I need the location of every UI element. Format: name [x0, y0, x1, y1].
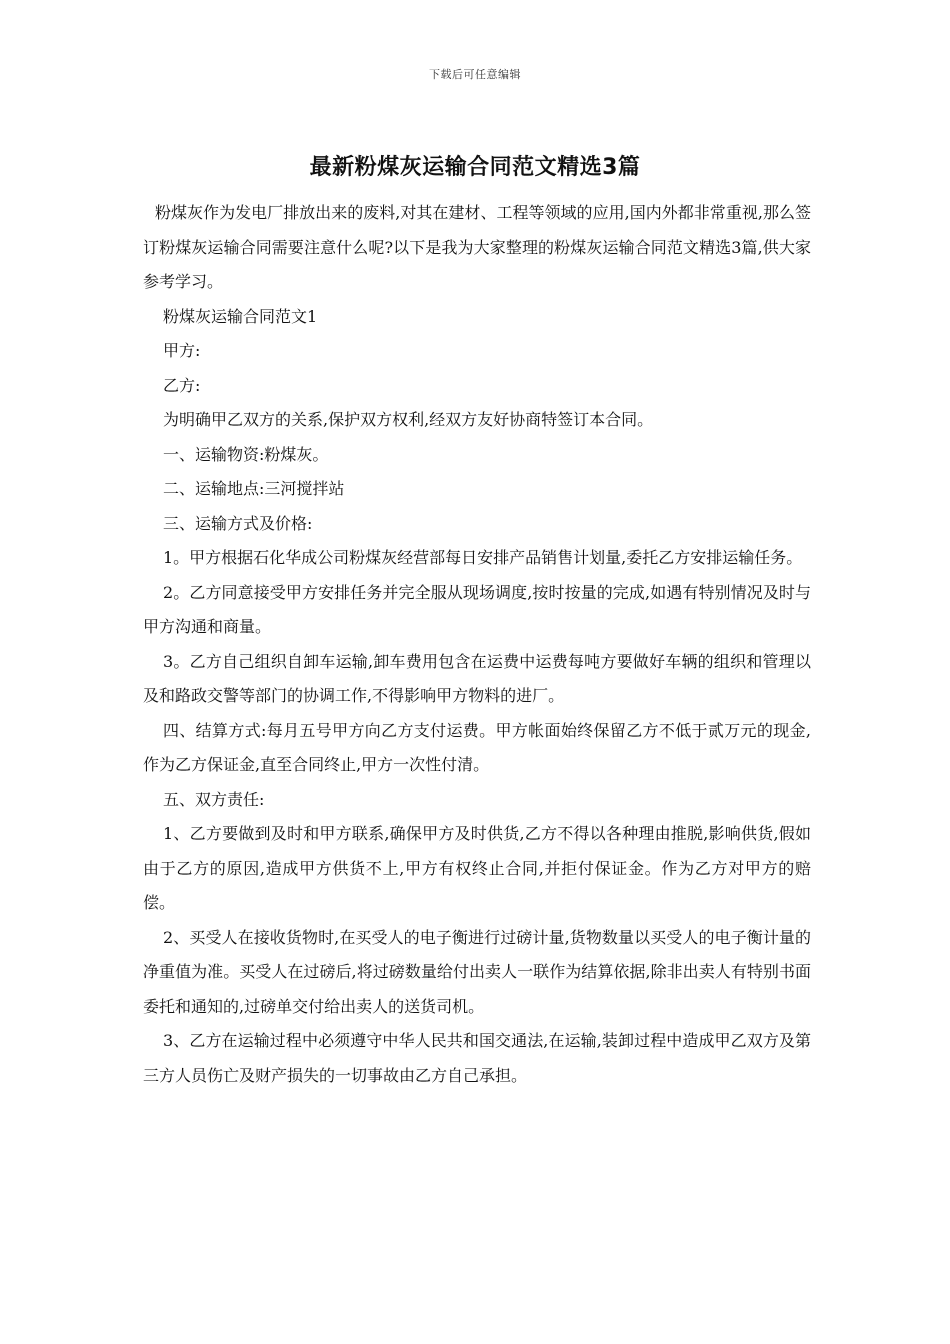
- clause-settlement: 四、结算方式:每月五号甲方向乙方支付运费。甲方帐面始终保留乙方不低于贰万元的现金,作为乙方保证金,直至合同终止,甲方一次性付清。: [143, 720, 811, 774]
- party-b-line: 乙方:: [163, 375, 201, 395]
- clause-responsibility-item-1: 1、乙方要做到及时和甲方联系,确保甲方及时供货,乙方不得以各种理由推脱,影响供货,假如由于乙方的原因,造成甲方供货不上,甲方有权终止合同,并拒付保证金。作为乙方对甲方的赔偿。: [143, 824, 811, 912]
- clause-method-item-2: 2。乙方同意接受甲方安排任务并完全服从现场调度,按时按量的完成,如遇有特别情况及时与甲方沟通和商量。: [143, 582, 811, 636]
- intro-paragraph: 粉煤灰作为发电厂排放出来的废料,对其在建材、工程等领域的应用,国内外都非常重视,那么签订粉煤灰运输合同需要注意什么呢?以下是我为大家整理的粉煤灰运输合同范文精选3篇,供大家参考学习。: [143, 203, 811, 291]
- clause-method-item-1: 1。甲方根据石化华成公司粉煤灰经营部每日安排产品销售计划量,委托乙方安排运输任务。: [163, 548, 803, 567]
- clause-method-item-3: 3。乙方自己组织自卸车运输,卸车费用包含在运费中运费每吨方要做好车辆的组织和管理以及和路政交警等部门的协调工作,不得影响甲方物料的进厂。: [143, 651, 811, 705]
- document-body: [143, 196, 811, 1093]
- clause-goods: 一、运输物资:粉煤灰。: [163, 444, 329, 464]
- clause-responsibility-item-2: 2、买受人在接收货物时,在买受人的电子衡进行过磅计量,货物数量以买受人的电子衡计量的净重值为准。买受人在过磅后,将过磅数量给付出卖人一联作为结算依据,除非出卖人有特别书面委托和通知的,过磅单交付给出卖人的送货司机。: [143, 927, 811, 1016]
- section-heading: 粉煤灰运输合同范文1: [163, 306, 318, 326]
- document-title: 最新粉煤灰运输合同范文精选3篇: [309, 155, 641, 180]
- clause-location: 二、运输地点:三河搅拌站: [163, 479, 345, 498]
- clause-responsibility-heading: 五、双方责任:: [163, 789, 265, 809]
- clause-responsibility-item-3: 3、乙方在运输过程中必须遵守中华人民共和国交通法,在运输,装卸过程中造成甲乙双方及第三方人员伤亡及财产损失的一切事故由乙方自己承担。: [143, 1031, 811, 1085]
- party-a-line: 甲方:: [163, 341, 201, 360]
- purpose-paragraph: 为明确甲乙双方的关系,保护双方权利,经双方友好协商特签订本合同。: [163, 410, 654, 429]
- clause-method-heading: 三、运输方式及价格:: [163, 513, 313, 533]
- header-note: 下载后可任意编辑: [429, 68, 521, 81]
